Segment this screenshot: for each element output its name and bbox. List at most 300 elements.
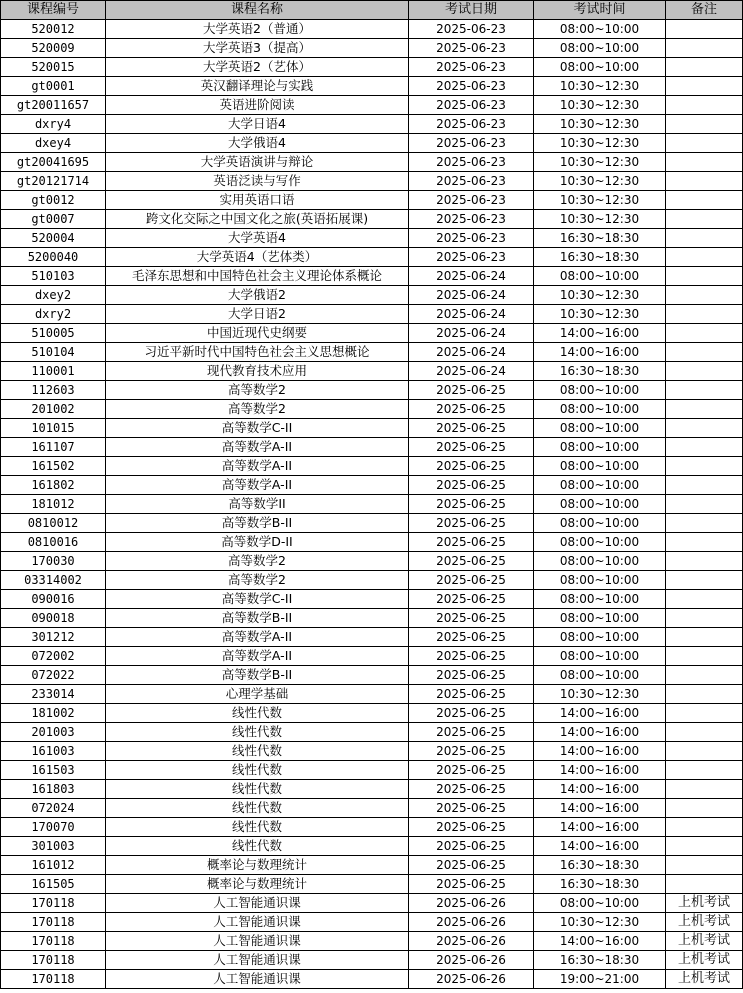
course-code-cell: 301003: [1, 837, 106, 856]
course-code-cell: 0810012: [1, 514, 106, 533]
course-code-cell: 520015: [1, 58, 106, 77]
table-body: [1, 20, 743, 989]
course-code-cell: 5200040: [1, 248, 106, 267]
exam-time-cell: 10:30~12:30: [534, 153, 666, 172]
exam-time-cell: 10:30~12:30: [534, 305, 666, 324]
table-row: [1, 20, 743, 39]
exam-date-cell: 2025-06-26: [409, 951, 534, 970]
exam-time-cell: 14:00~16:00: [534, 837, 666, 856]
course-code-cell: 520004: [1, 229, 106, 248]
course-code-cell: 233014: [1, 685, 106, 704]
course-code-cell: 161003: [1, 742, 106, 761]
course-code-cell: gt0001: [1, 77, 106, 96]
course-code-cell: gt20011657: [1, 96, 106, 115]
exam-time-cell: 08:00~10:00: [534, 571, 666, 590]
course-name-cell: 线性代数: [106, 704, 409, 723]
course-name-cell: 高等数学B-II: [106, 514, 409, 533]
course-code-cell: 201002: [1, 400, 106, 419]
course-code-cell: 112603: [1, 381, 106, 400]
course-code-cell: 170118: [1, 951, 106, 970]
exam-time-cell: 08:00~10:00: [534, 400, 666, 419]
course-name-cell: 高等数学2: [106, 400, 409, 419]
course-code-cell: 161803: [1, 780, 106, 799]
remarks-cell: [666, 324, 743, 343]
course-code-cell: gt0012: [1, 191, 106, 210]
course-name-cell: 大学英语2（艺体）: [106, 58, 409, 77]
course-name-cell: 中国近现代史纲要: [106, 324, 409, 343]
course-name-cell: 人工智能通识课: [106, 951, 409, 970]
course-name-cell: 人工智能通识课: [106, 932, 409, 951]
course-name-cell: 高等数学A-II: [106, 438, 409, 457]
exam-time-cell: 08:00~10:00: [534, 628, 666, 647]
table-row: [1, 571, 743, 590]
course-name-cell: 人工智能通识课: [106, 913, 409, 932]
course-name-cell: 英汉翻译理论与实践: [106, 77, 409, 96]
remarks-cell: 上机考试: [666, 894, 743, 913]
table-row: [1, 172, 743, 191]
course-name-cell: 大学英语2（普通）: [106, 20, 409, 39]
remarks-cell: [666, 666, 743, 685]
exam-time-cell: 08:00~10:00: [534, 590, 666, 609]
remarks-cell: 上机考试: [666, 913, 743, 932]
course-code-cell: 090016: [1, 590, 106, 609]
remarks-cell: [666, 115, 743, 134]
course-name-cell: 英语泛读与写作: [106, 172, 409, 191]
table-row: [1, 77, 743, 96]
remarks-cell: [666, 685, 743, 704]
exam-date-cell: 2025-06-25: [409, 400, 534, 419]
exam-date-cell: 2025-06-25: [409, 419, 534, 438]
exam-date-cell: 2025-06-24: [409, 362, 534, 381]
course-name-cell: 人工智能通识课: [106, 894, 409, 913]
course-name-cell: 线性代数: [106, 799, 409, 818]
exam-date-cell: 2025-06-23: [409, 210, 534, 229]
table-row: [1, 590, 743, 609]
exam-date-cell: 2025-06-23: [409, 58, 534, 77]
course-name-cell: 英语进阶阅读: [106, 96, 409, 115]
course-code-cell: 170030: [1, 552, 106, 571]
course-name-cell: 线性代数: [106, 761, 409, 780]
course-code-cell: 161802: [1, 476, 106, 495]
exam-date-cell: 2025-06-23: [409, 172, 534, 191]
course-code-cell: 181012: [1, 495, 106, 514]
course-code-cell: dxey4: [1, 134, 106, 153]
header-course-code: 课程编号: [1, 1, 106, 20]
table-row: [1, 267, 743, 286]
remarks-cell: [666, 96, 743, 115]
table-row: [1, 647, 743, 666]
remarks-cell: [666, 647, 743, 666]
exam-time-cell: 08:00~10:00: [534, 381, 666, 400]
remarks-cell: [666, 267, 743, 286]
table-row: [1, 799, 743, 818]
exam-date-cell: 2025-06-23: [409, 134, 534, 153]
exam-time-cell: 16:30~18:30: [534, 229, 666, 248]
course-code-cell: gt20121714: [1, 172, 106, 191]
exam-date-cell: 2025-06-25: [409, 609, 534, 628]
course-code-cell: 090018: [1, 609, 106, 628]
remarks-cell: [666, 590, 743, 609]
course-code-cell: 161107: [1, 438, 106, 457]
table-row: [1, 134, 743, 153]
table-row: [1, 58, 743, 77]
table-row: [1, 951, 743, 970]
exam-date-cell: 2025-06-24: [409, 343, 534, 362]
exam-time-cell: 10:30~12:30: [534, 172, 666, 191]
course-name-cell: 概率论与数理统计: [106, 856, 409, 875]
course-name-cell: 大学英语4: [106, 229, 409, 248]
remarks-cell: [666, 533, 743, 552]
exam-time-cell: 14:00~16:00: [534, 818, 666, 837]
table-row: [1, 780, 743, 799]
exam-time-cell: 10:30~12:30: [534, 210, 666, 229]
header-row: [1, 1, 743, 20]
course-name-cell: 高等数学C-II: [106, 590, 409, 609]
remarks-cell: [666, 305, 743, 324]
exam-time-cell: 16:30~18:30: [534, 951, 666, 970]
course-code-cell: 170118: [1, 932, 106, 951]
remarks-cell: [666, 210, 743, 229]
table-row: [1, 457, 743, 476]
exam-date-cell: 2025-06-26: [409, 894, 534, 913]
table-row: [1, 286, 743, 305]
remarks-cell: [666, 400, 743, 419]
remarks-cell: [666, 362, 743, 381]
table-row: [1, 932, 743, 951]
remarks-cell: [666, 58, 743, 77]
course-code-cell: 072024: [1, 799, 106, 818]
course-code-cell: 161502: [1, 457, 106, 476]
course-code-cell: 101015: [1, 419, 106, 438]
table-row: [1, 476, 743, 495]
course-code-cell: 520012: [1, 20, 106, 39]
remarks-cell: [666, 286, 743, 305]
course-code-cell: dxey2: [1, 286, 106, 305]
course-name-cell: 大学俄语2: [106, 286, 409, 305]
table-row: [1, 115, 743, 134]
exam-date-cell: 2025-06-25: [409, 875, 534, 894]
exam-time-cell: 10:30~12:30: [534, 134, 666, 153]
exam-date-cell: 2025-06-25: [409, 666, 534, 685]
course-code-cell: 201003: [1, 723, 106, 742]
exam-date-cell: 2025-06-24: [409, 324, 534, 343]
course-code-cell: 161012: [1, 856, 106, 875]
remarks-cell: [666, 761, 743, 780]
exam-time-cell: 14:00~16:00: [534, 343, 666, 362]
exam-date-cell: 2025-06-25: [409, 704, 534, 723]
exam-date-cell: 2025-06-23: [409, 229, 534, 248]
course-code-cell: 520009: [1, 39, 106, 58]
table-row: [1, 39, 743, 58]
exam-time-cell: 08:00~10:00: [534, 495, 666, 514]
exam-time-cell: 10:30~12:30: [534, 286, 666, 305]
remarks-cell: 上机考试: [666, 932, 743, 951]
course-name-cell: 现代教育技术应用: [106, 362, 409, 381]
course-code-cell: 161503: [1, 761, 106, 780]
exam-date-cell: 2025-06-24: [409, 305, 534, 324]
course-name-cell: 线性代数: [106, 818, 409, 837]
table-row: [1, 495, 743, 514]
exam-date-cell: 2025-06-25: [409, 780, 534, 799]
table-row: [1, 609, 743, 628]
table-row: [1, 324, 743, 343]
exam-time-cell: 10:30~12:30: [534, 115, 666, 134]
remarks-cell: [666, 229, 743, 248]
course-name-cell: 高等数学2: [106, 571, 409, 590]
exam-time-cell: 08:00~10:00: [534, 438, 666, 457]
table-row: [1, 400, 743, 419]
course-code-cell: 03314002: [1, 571, 106, 590]
remarks-cell: [666, 742, 743, 761]
table-row: [1, 438, 743, 457]
exam-time-cell: 10:30~12:30: [534, 685, 666, 704]
exam-date-cell: 2025-06-25: [409, 533, 534, 552]
remarks-cell: [666, 134, 743, 153]
table-row: [1, 96, 743, 115]
remarks-cell: [666, 875, 743, 894]
exam-date-cell: 2025-06-25: [409, 818, 534, 837]
exam-date-cell: 2025-06-24: [409, 286, 534, 305]
exam-time-cell: 08:00~10:00: [534, 647, 666, 666]
exam-date-cell: 2025-06-25: [409, 685, 534, 704]
remarks-cell: [666, 457, 743, 476]
table-row: [1, 191, 743, 210]
course-code-cell: 072022: [1, 666, 106, 685]
remarks-cell: [666, 77, 743, 96]
exam-date-cell: 2025-06-23: [409, 115, 534, 134]
table-row: [1, 856, 743, 875]
exam-time-cell: 16:30~18:30: [534, 362, 666, 381]
exam-date-cell: 2025-06-25: [409, 761, 534, 780]
header-remarks: 备注: [666, 1, 743, 20]
table-row: [1, 343, 743, 362]
table-row: [1, 153, 743, 172]
course-name-cell: 线性代数: [106, 780, 409, 799]
course-name-cell: 毛泽东思想和中国特色社会主义理论体系概论: [106, 267, 409, 286]
table-row: [1, 229, 743, 248]
table-row: [1, 210, 743, 229]
course-name-cell: 高等数学C-II: [106, 419, 409, 438]
course-name-cell: 实用英语口语: [106, 191, 409, 210]
exam-date-cell: 2025-06-23: [409, 153, 534, 172]
exam-time-cell: 08:00~10:00: [534, 267, 666, 286]
table-row: [1, 970, 743, 989]
exam-time-cell: 14:00~16:00: [534, 742, 666, 761]
exam-date-cell: 2025-06-25: [409, 457, 534, 476]
exam-date-cell: 2025-06-25: [409, 571, 534, 590]
exam-time-cell: 14:00~16:00: [534, 324, 666, 343]
exam-time-cell: 10:30~12:30: [534, 191, 666, 210]
course-code-cell: dxry2: [1, 305, 106, 324]
remarks-cell: [666, 837, 743, 856]
exam-time-cell: 10:30~12:30: [534, 913, 666, 932]
table-row: [1, 761, 743, 780]
course-name-cell: 高等数学II: [106, 495, 409, 514]
course-name-cell: 线性代数: [106, 837, 409, 856]
header-exam-time: 考试时间: [534, 1, 666, 20]
remarks-cell: [666, 476, 743, 495]
exam-time-cell: 16:30~18:30: [534, 875, 666, 894]
course-code-cell: 510103: [1, 267, 106, 286]
course-name-cell: 心理学基础: [106, 685, 409, 704]
exam-time-cell: 08:00~10:00: [534, 419, 666, 438]
table-row: [1, 894, 743, 913]
remarks-cell: [666, 856, 743, 875]
remarks-cell: [666, 343, 743, 362]
exam-date-cell: 2025-06-25: [409, 590, 534, 609]
course-name-cell: 高等数学B-II: [106, 609, 409, 628]
course-code-cell: 510005: [1, 324, 106, 343]
remarks-cell: [666, 20, 743, 39]
exam-date-cell: 2025-06-25: [409, 514, 534, 533]
course-name-cell: 大学英语演讲与辩论: [106, 153, 409, 172]
course-code-cell: gt0007: [1, 210, 106, 229]
exam-date-cell: 2025-06-25: [409, 628, 534, 647]
remarks-cell: [666, 552, 743, 571]
table-row: [1, 875, 743, 894]
remarks-cell: [666, 780, 743, 799]
remarks-cell: [666, 172, 743, 191]
exam-time-cell: 08:00~10:00: [534, 58, 666, 77]
remarks-cell: [666, 818, 743, 837]
exam-time-cell: 08:00~10:00: [534, 20, 666, 39]
exam-date-cell: 2025-06-25: [409, 438, 534, 457]
exam-time-cell: 16:30~18:30: [534, 856, 666, 875]
course-name-cell: 大学日语2: [106, 305, 409, 324]
remarks-cell: [666, 495, 743, 514]
exam-time-cell: 08:00~10:00: [534, 552, 666, 571]
exam-date-cell: 2025-06-23: [409, 248, 534, 267]
exam-time-cell: 14:00~16:00: [534, 761, 666, 780]
course-code-cell: 170118: [1, 894, 106, 913]
course-code-cell: 301212: [1, 628, 106, 647]
exam-date-cell: 2025-06-24: [409, 267, 534, 286]
course-name-cell: 高等数学A-II: [106, 647, 409, 666]
course-code-cell: 110001: [1, 362, 106, 381]
table-row: [1, 248, 743, 267]
exam-time-cell: 14:00~16:00: [534, 780, 666, 799]
exam-time-cell: 14:00~16:00: [534, 932, 666, 951]
remarks-cell: [666, 628, 743, 647]
table-row: [1, 742, 743, 761]
table-row: [1, 628, 743, 647]
table-row: [1, 362, 743, 381]
remarks-cell: [666, 438, 743, 457]
course-name-cell: 大学日语4: [106, 115, 409, 134]
remarks-cell: [666, 39, 743, 58]
course-name-cell: 高等数学D-II: [106, 533, 409, 552]
table-row: [1, 818, 743, 837]
exam-date-cell: 2025-06-23: [409, 20, 534, 39]
remarks-cell: [666, 419, 743, 438]
exam-date-cell: 2025-06-23: [409, 191, 534, 210]
exam-date-cell: 2025-06-25: [409, 476, 534, 495]
exam-date-cell: 2025-06-25: [409, 723, 534, 742]
course-code-cell: 170070: [1, 818, 106, 837]
course-name-cell: 大学英语3（提高）: [106, 39, 409, 58]
exam-date-cell: 2025-06-25: [409, 495, 534, 514]
course-code-cell: 170118: [1, 970, 106, 989]
table-row: [1, 533, 743, 552]
exam-time-cell: 08:00~10:00: [534, 894, 666, 913]
exam-time-cell: 08:00~10:00: [534, 514, 666, 533]
table-row: [1, 514, 743, 533]
course-name-cell: 人工智能通识课: [106, 970, 409, 989]
remarks-cell: [666, 381, 743, 400]
exam-date-cell: 2025-06-26: [409, 913, 534, 932]
course-name-cell: 大学俄语4: [106, 134, 409, 153]
exam-date-cell: 2025-06-26: [409, 932, 534, 951]
remarks-cell: [666, 704, 743, 723]
table-row: [1, 666, 743, 685]
course-code-cell: 170118: [1, 913, 106, 932]
exam-time-cell: 10:30~12:30: [534, 77, 666, 96]
remarks-cell: 上机考试: [666, 951, 743, 970]
exam-date-cell: 2025-06-25: [409, 552, 534, 571]
exam-time-cell: 14:00~16:00: [534, 704, 666, 723]
table-row: [1, 381, 743, 400]
course-name-cell: 线性代数: [106, 723, 409, 742]
exam-date-cell: 2025-06-25: [409, 381, 534, 400]
exam-date-cell: 2025-06-25: [409, 856, 534, 875]
course-name-cell: 跨文化交际之中国文化之旅(英语拓展课): [106, 210, 409, 229]
course-name-cell: 高等数学2: [106, 381, 409, 400]
exam-time-cell: 08:00~10:00: [534, 533, 666, 552]
remarks-cell: 上机考试: [666, 970, 743, 989]
table-row: [1, 837, 743, 856]
remarks-cell: [666, 514, 743, 533]
course-name-cell: 概率论与数理统计: [106, 875, 409, 894]
course-code-cell: gt20041695: [1, 153, 106, 172]
course-code-cell: 072002: [1, 647, 106, 666]
course-name-cell: 线性代数: [106, 742, 409, 761]
course-code-cell: 181002: [1, 704, 106, 723]
table-row: [1, 685, 743, 704]
course-name-cell: 高等数学A-II: [106, 628, 409, 647]
exam-time-cell: 14:00~16:00: [534, 723, 666, 742]
course-name-cell: 高等数学A-II: [106, 476, 409, 495]
course-code-cell: 0810016: [1, 533, 106, 552]
course-name-cell: 习近平新时代中国特色社会主义思想概论: [106, 343, 409, 362]
exam-time-cell: 14:00~16:00: [534, 799, 666, 818]
remarks-cell: [666, 609, 743, 628]
course-name-cell: 大学英语4（艺体类）: [106, 248, 409, 267]
exam-time-cell: 08:00~10:00: [534, 476, 666, 495]
exam-time-cell: 16:30~18:30: [534, 248, 666, 267]
exam-time-cell: 08:00~10:00: [534, 457, 666, 476]
table-row: [1, 552, 743, 571]
table-row: [1, 723, 743, 742]
table-row: [1, 704, 743, 723]
exam-time-cell: 08:00~10:00: [534, 39, 666, 58]
course-code-cell: 161505: [1, 875, 106, 894]
course-code-cell: 510104: [1, 343, 106, 362]
exam-date-cell: 2025-06-26: [409, 970, 534, 989]
exam-date-cell: 2025-06-25: [409, 837, 534, 856]
remarks-cell: [666, 799, 743, 818]
course-name-cell: 高等数学B-II: [106, 666, 409, 685]
remarks-cell: [666, 191, 743, 210]
exam-date-cell: 2025-06-23: [409, 39, 534, 58]
course-name-cell: 高等数学A-II: [106, 457, 409, 476]
exam-time-cell: 08:00~10:00: [534, 666, 666, 685]
exam-date-cell: 2025-06-25: [409, 799, 534, 818]
table-row: [1, 305, 743, 324]
exam-date-cell: 2025-06-25: [409, 742, 534, 761]
exam-time-cell: 08:00~10:00: [534, 609, 666, 628]
exam-time-cell: 19:00~21:00: [534, 970, 666, 989]
header-exam-date: 考试日期: [409, 1, 534, 20]
